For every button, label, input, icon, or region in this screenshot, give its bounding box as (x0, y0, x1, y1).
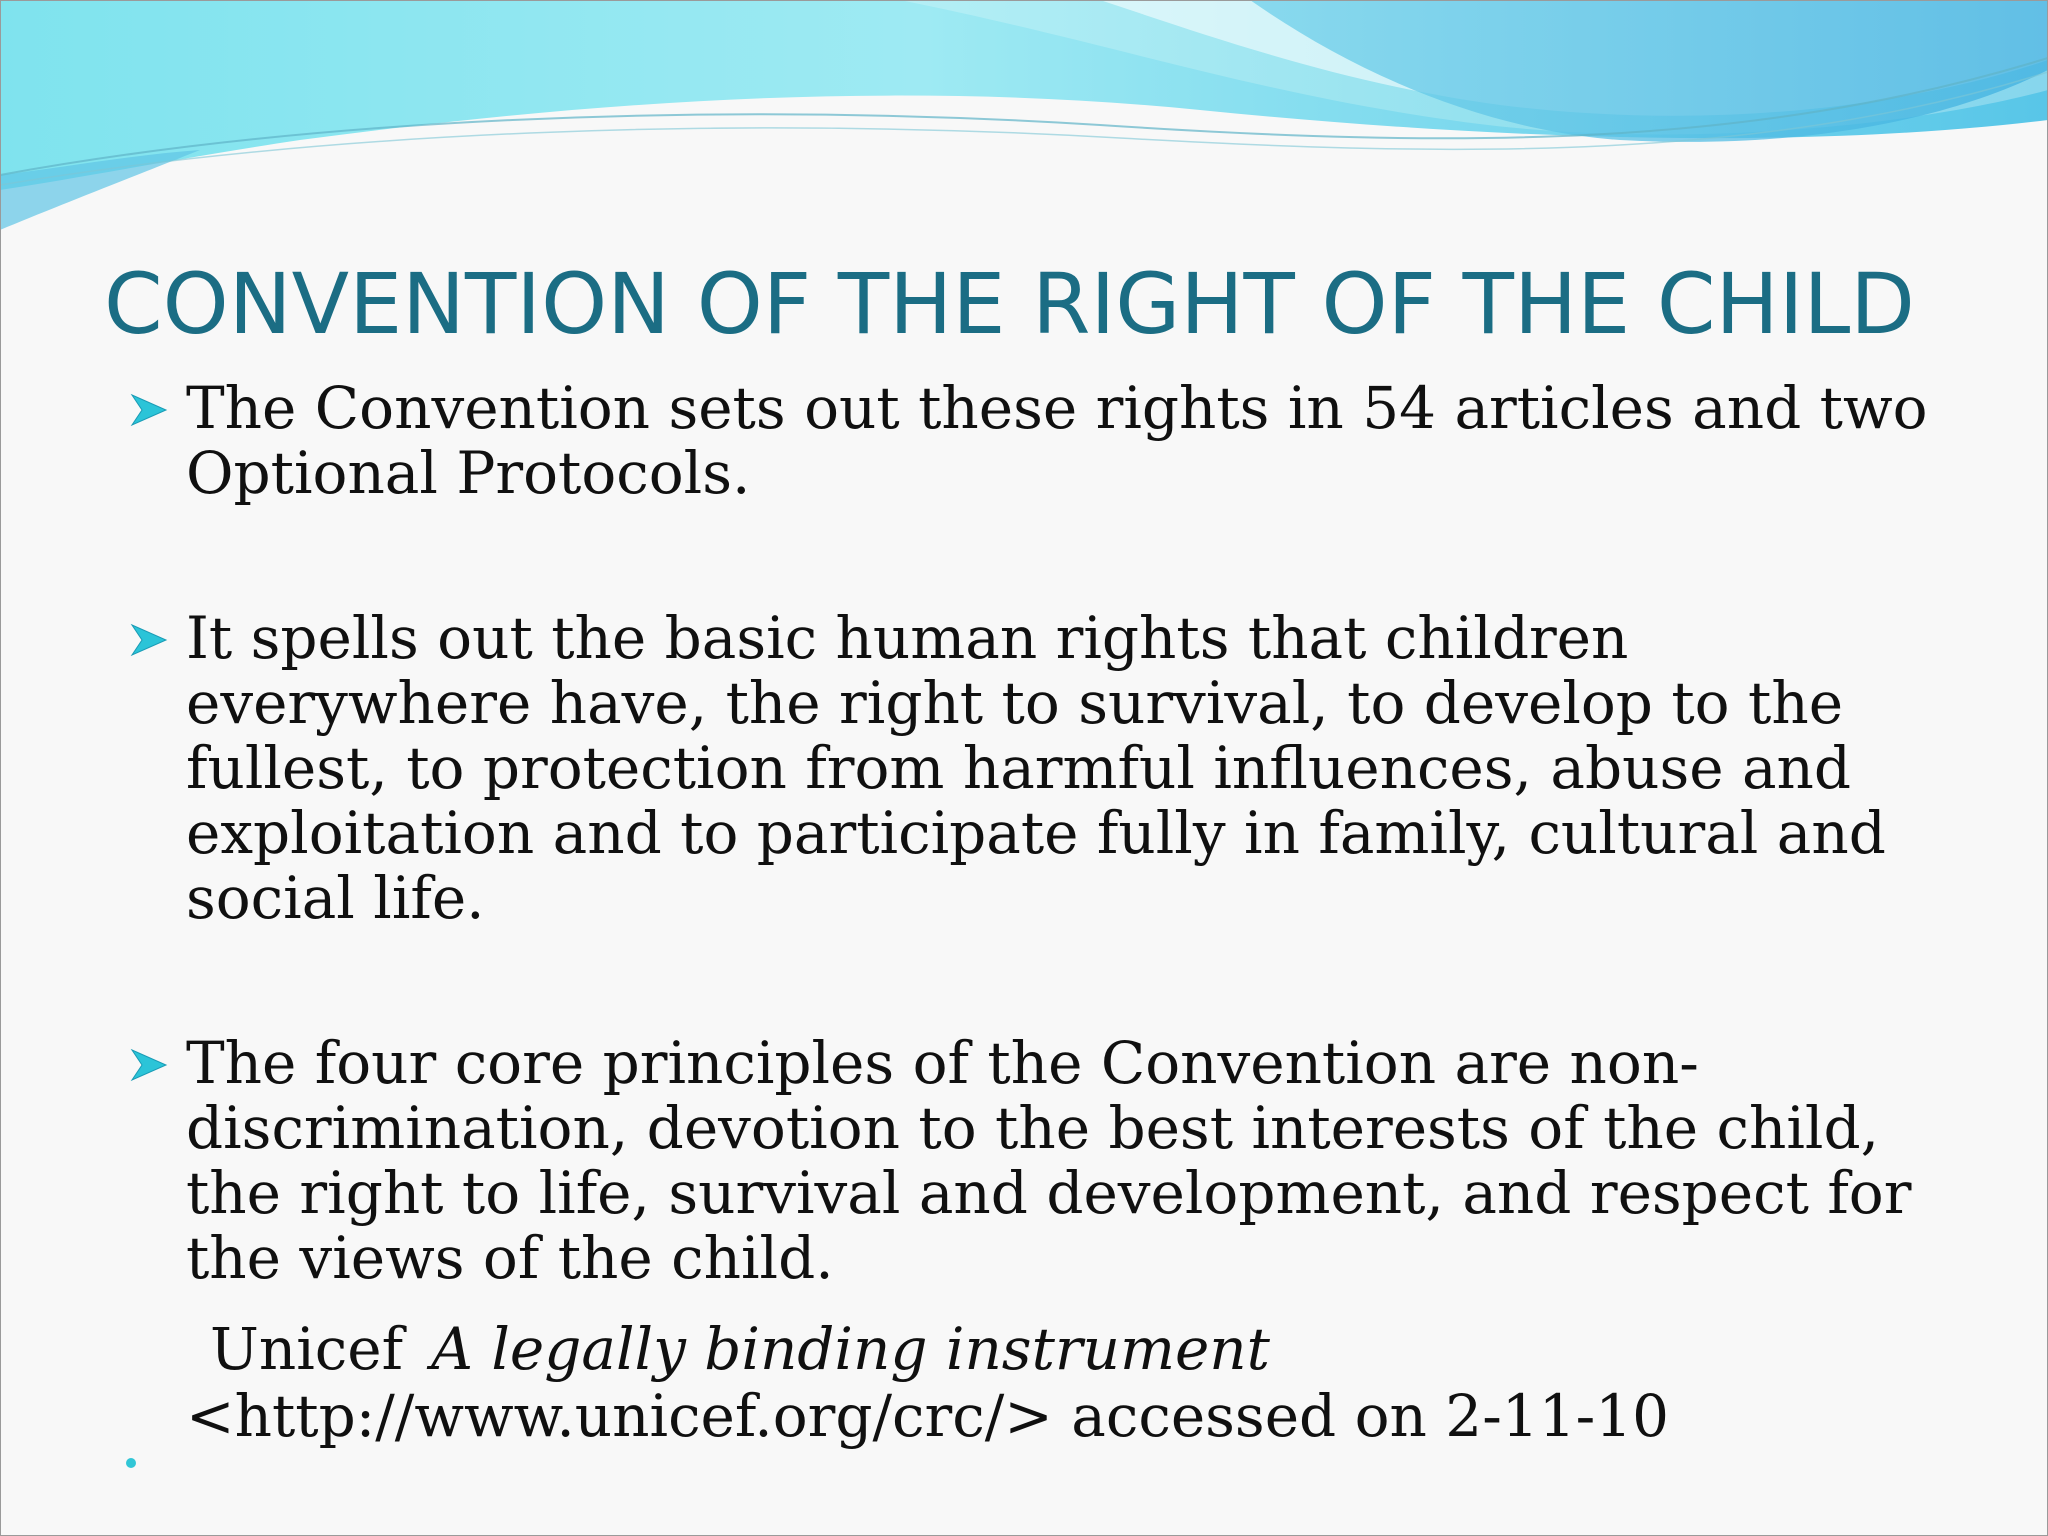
citation-work-title: A legally binding instrument (431, 1315, 1270, 1383)
bullet-item (126, 606, 1956, 931)
dot-bullet-icon (126, 1458, 136, 1468)
citation-line-2 (186, 1383, 1669, 1450)
arrow-bullet-icon (130, 1048, 168, 1082)
bullet-text: The four core principles of the Convention are non-discrimination, devotion to the best interests of the child, the right to life, survival and development, and respect for the views of the child. (186, 1029, 1912, 1292)
citation-source: Unicef (210, 1315, 404, 1383)
bullet-item (126, 1031, 1956, 1291)
citation-line-1 (186, 1316, 1669, 1383)
bullet-text: The Convention sets out these rights in 54 articles and two Optional Protocols. (186, 374, 1928, 507)
header-wave-decoration (0, 0, 2048, 240)
slide-title: CONVENTION OF THE RIGHT OF THE CHILD (104, 255, 1915, 353)
arrow-bullet-icon (130, 393, 168, 427)
citation-url: <http://www.unicef.org/crc/> (186, 1382, 1053, 1450)
bullet-item (126, 376, 1956, 506)
bullet-list (126, 376, 1956, 1291)
citation-accessed: accessed on 2-11-10 (1071, 1382, 1669, 1450)
citation (186, 1316, 1669, 1450)
arrow-bullet-icon (130, 623, 168, 657)
bullet-text: It spells out the basic human rights that children everywhere have, the right to survival, to develop to the fullest, to protection from harmful influences, abuse and exploitation and to participate fully in family, cultural and social life. (186, 604, 1886, 932)
